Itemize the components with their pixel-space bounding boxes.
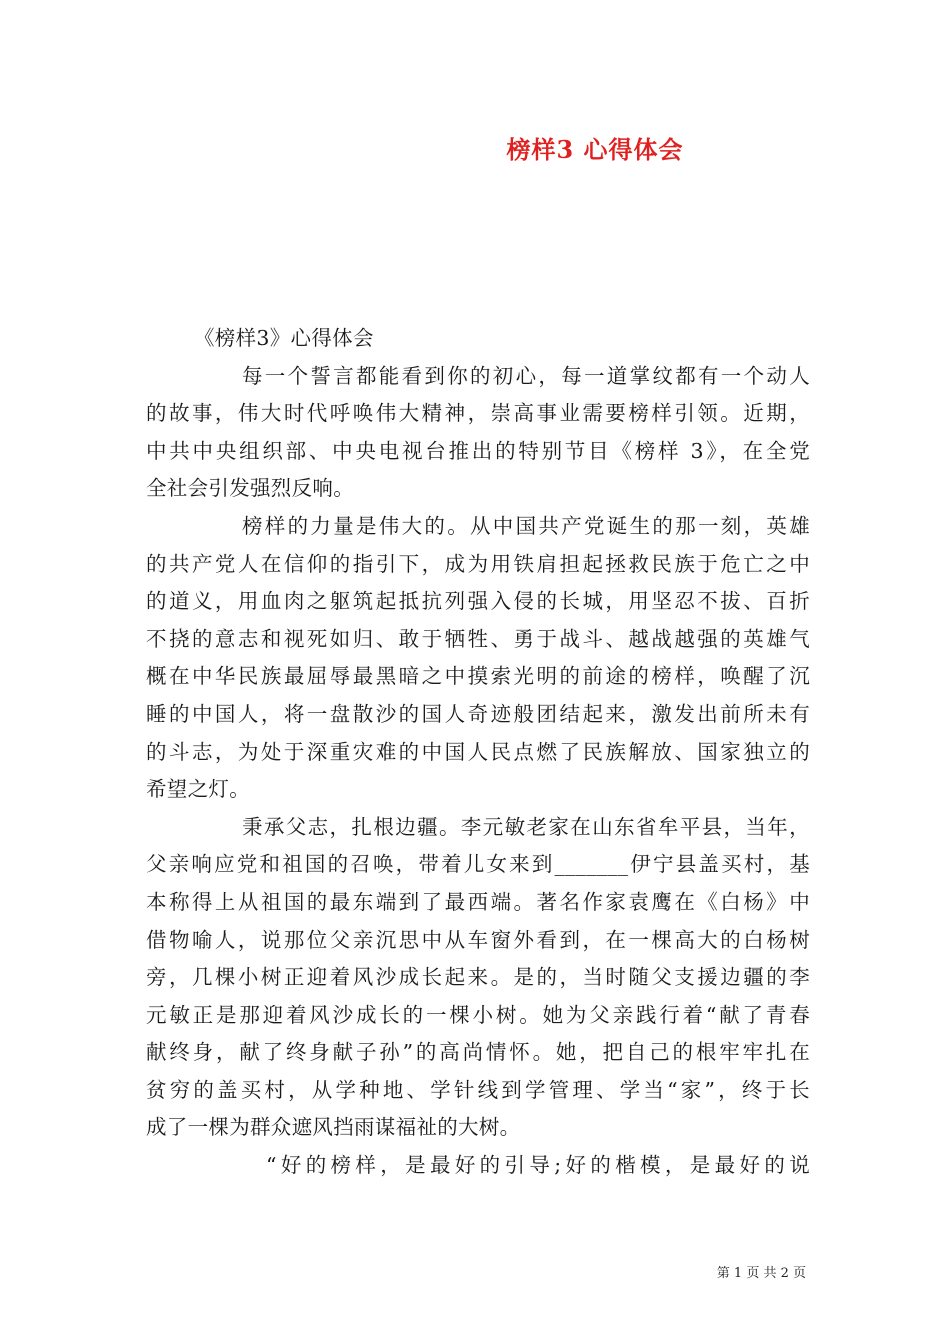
text-line: 的道义，用血肉之躯筑起抵抗列强入侵的长城，用坚忍不拔、百折 xyxy=(146,589,810,614)
document-title: 榜样3 心得体会 xyxy=(506,135,684,164)
document-subtitle: 《榜样3》心得体会 xyxy=(194,326,374,350)
text-line: 不挠的意志和视死如归、敢于牺牲、勇于战斗、越战越强的英雄气 xyxy=(146,626,810,651)
text-line: “好的榜样，是最好的引导;好的楷模，是最好的说 xyxy=(266,1153,810,1178)
page-number: 第 1 页 共 2 页 xyxy=(716,1266,806,1281)
text-line: 借物喻人，说那位父亲沉思中从车窗外看到，在一棵高大的白杨树 xyxy=(146,927,810,952)
text-line: 的故事，伟大时代呼唤伟大精神，崇高事业需要榜样引领。近期， xyxy=(146,401,810,426)
text-line: 父亲响应党和祖国的召唤，带着儿女来到_______伊宁县盖买村，基 xyxy=(146,852,810,877)
text-line: 秉承父志，扎根边疆。李元敏老家在山东省牟平县，当年， xyxy=(242,814,810,839)
text-line: 的斗志，为处于深重灾难的中国人民点燃了民族解放、国家独立的 xyxy=(146,739,810,764)
paragraph xyxy=(146,358,810,508)
text-line: 每一个誓言都能看到你的初心，每一道掌纹都有一个动人 xyxy=(242,363,810,388)
text-line: 元敏正是那迎着风沙成长的一棵小树。她为父亲践行着“献了青春 xyxy=(146,1002,810,1027)
paragraph xyxy=(146,508,810,809)
text-line: 睡的中国人，将一盘散沙的国人奇迹般团结起来，激发出前所未有 xyxy=(146,701,810,726)
text-line: 希望之灯。 xyxy=(146,777,250,802)
paragraph xyxy=(146,809,810,1147)
text-line: 榜样的力量是伟大的。从中国共产党诞生的那一刻，英雄 xyxy=(242,513,810,538)
text-line: 成了一棵为群众遮风挡雨谋福祉的大树。 xyxy=(146,1115,521,1140)
text-line: 贫穷的盖买村，从学种地、学针线到学管理、学当“家”，终于长 xyxy=(146,1077,810,1102)
text-line: 旁，几棵小树正迎着风沙成长起来。是的，当时随父支援边疆的李 xyxy=(146,965,810,990)
text-line: 全社会引发强烈反响。 xyxy=(146,476,354,501)
text-line: 本称得上从祖国的最东端到了最西端。著名作家袁鹰在《白杨》中 xyxy=(146,889,810,914)
text-line: 的共产党人在信仰的指引下，成为用铁肩担起拯救民族于危亡之中 xyxy=(146,551,810,576)
text-line: 献终身，献了终身献子孙”的高尚情怀。她，把自己的根牢牢扎在 xyxy=(146,1040,810,1065)
text-line: 概在中华民族最屈辱最黑暗之中摸索光明的前途的榜样，唤醒了沉 xyxy=(146,664,810,689)
document-body xyxy=(146,320,810,1185)
paragraph xyxy=(146,1147,810,1185)
text-line: 中共中央组织部、中央电视台推出的特别节目《榜样 3》，在全党 xyxy=(146,438,810,463)
